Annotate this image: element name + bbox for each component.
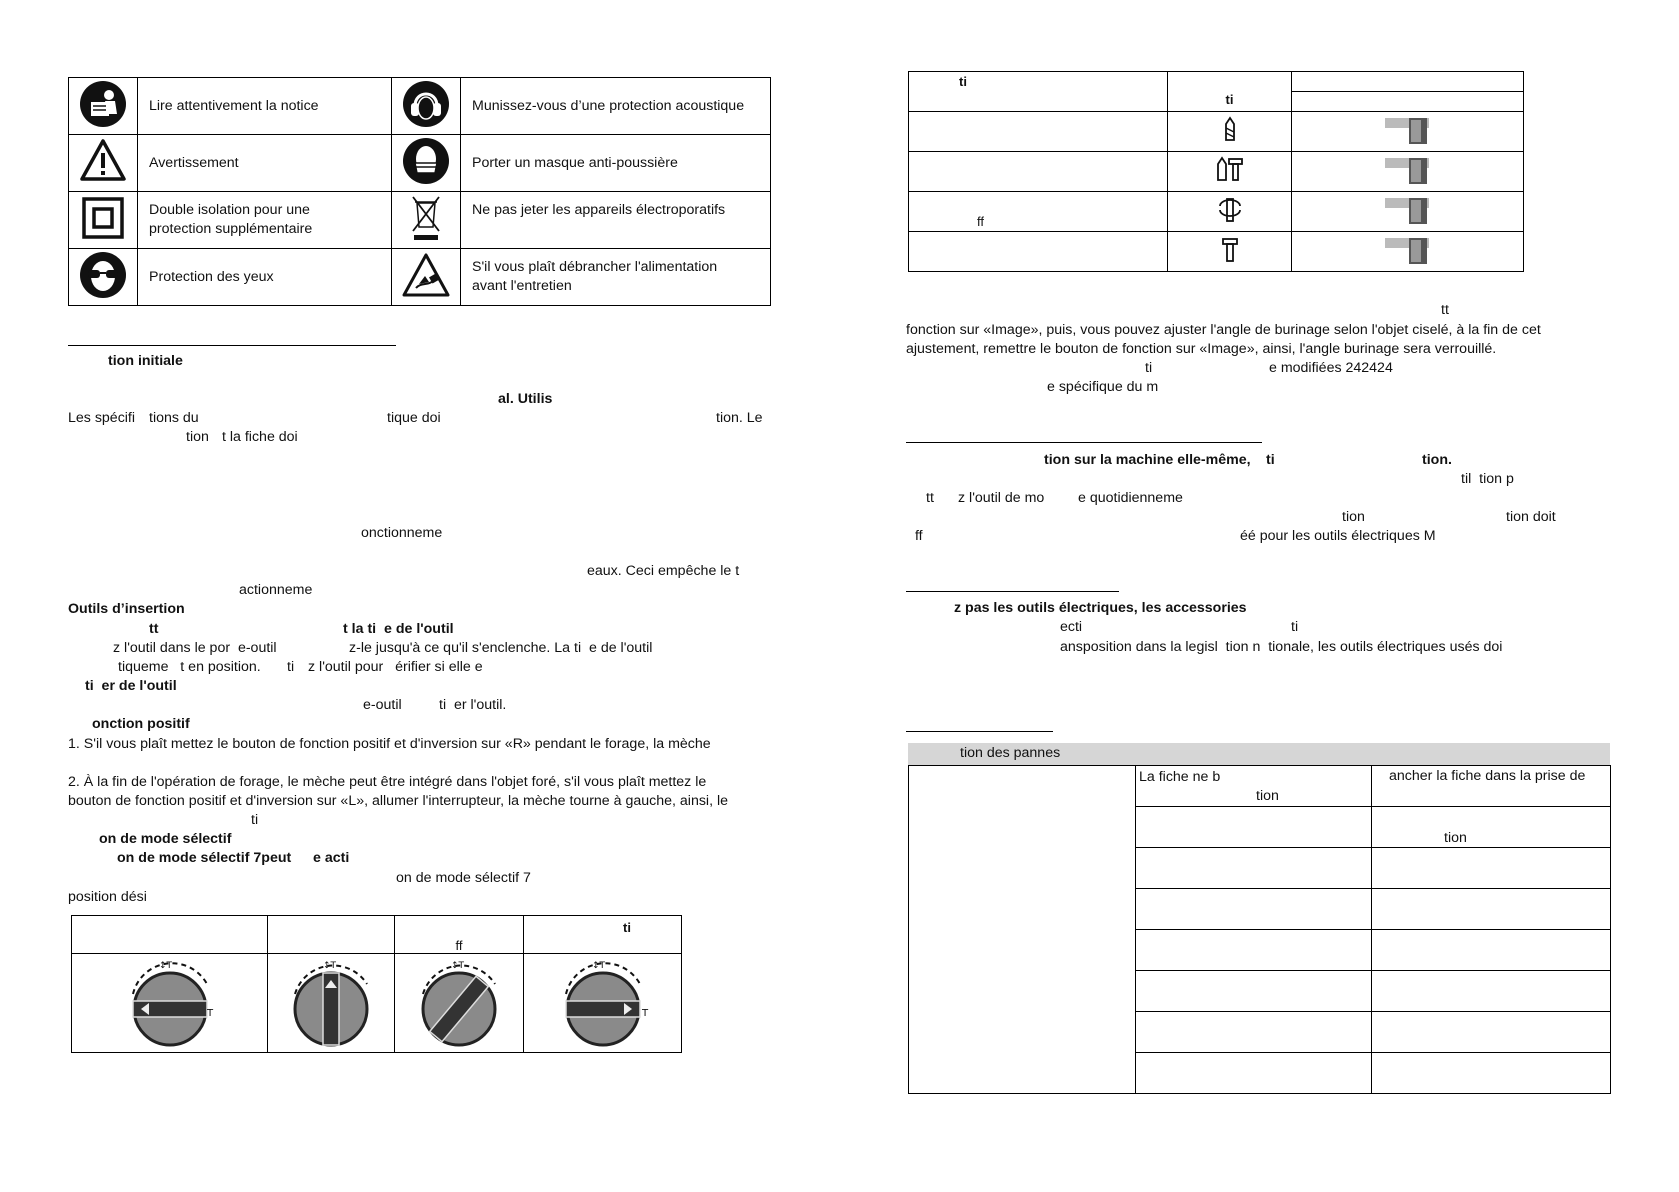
text-fragment: e acti (313, 850, 350, 866)
paragraph-line: bouton de fonction positif et d'inversion sur «L», allumer l'interrupteur, la mèche tourne à gauche, ainsi, le (68, 793, 729, 809)
trouble-cause-cell (1136, 807, 1372, 848)
text-fragment: til tion p (1461, 471, 1514, 487)
text-fragment: ansposition dans la legisl tion n tionale, les outils électriques usés doi (1060, 639, 1503, 655)
text-fragment: ti (287, 659, 295, 675)
trouble-remedy-text: tion (1444, 830, 1467, 846)
section-rule (906, 591, 1119, 592)
trouble-remedy-cell (1372, 971, 1611, 1012)
mode-selector-table (71, 915, 682, 1053)
function-header-label: ti (959, 74, 967, 89)
symbol-cell (69, 249, 138, 306)
trouble-cause-cell (1136, 1053, 1372, 1094)
text-fragment: ti (1266, 452, 1275, 468)
text-fragment: Les spécifi (68, 410, 136, 426)
text-fragment: tion. Le (716, 410, 763, 426)
trouble-remedy-cell (1372, 766, 1611, 807)
troubleshooting-title: tion des pannes (960, 745, 1061, 761)
trouble-symptom-cell (909, 766, 1136, 1094)
tool-image-icon (1383, 195, 1433, 225)
text-fragment: on de mode sélectif 7peut (117, 850, 292, 866)
unplug-warning-icon (401, 252, 451, 298)
text-fragment: al. Utilis (498, 391, 553, 407)
tool-image-icon (1383, 115, 1433, 145)
text-fragment: tt (1441, 302, 1449, 318)
safety-symbols-table (68, 77, 771, 306)
troubleshooting-table (908, 765, 1611, 1094)
tool-image-icon (1383, 235, 1433, 265)
chisel-icon (1221, 236, 1239, 264)
text-fragment: tion. (1422, 452, 1452, 468)
text-fragment: tion sur la machine elle-même, (1044, 452, 1251, 468)
text-fragment: z l'outil de mo (958, 490, 1045, 506)
symbol-cell (392, 135, 461, 192)
trouble-cause-cell (1136, 848, 1372, 889)
mode-header-label: ff (455, 938, 463, 953)
function-label-cell (909, 232, 1168, 272)
ear-protection-icon (402, 80, 450, 128)
function-label: ff (977, 214, 984, 229)
trouble-remedy-cell (1372, 807, 1611, 848)
symbol-label: Lire attentivement la notice (138, 78, 392, 135)
text-fragment: ti (1291, 619, 1299, 635)
symbol-label-line2: protection supplémentaire (149, 221, 313, 237)
function-header-label: ti (1225, 92, 1234, 107)
read-manual-icon (79, 80, 127, 128)
text-fragment: on de mode sélectif 7 (396, 870, 531, 886)
mode-dial-icon (409, 954, 509, 1048)
text-fragment: tiqueme t en position. (118, 659, 261, 675)
section-heading: ti er de l'outil (85, 678, 177, 694)
tool-image-icon (1383, 155, 1433, 185)
text-fragment: t la ti e de l'outil (343, 621, 454, 637)
symbol-cell (69, 192, 138, 249)
trouble-cause-cell (1136, 930, 1372, 971)
hammer-drill-icon (1216, 156, 1244, 184)
text-fragment: e-outil (363, 697, 402, 713)
trouble-remedy-text: ancher la fiche dans la prise de (1389, 768, 1586, 784)
text-fragment: ff (915, 528, 923, 544)
section-heading: Outils d’insertion (68, 601, 185, 617)
drill-bit-icon (1223, 116, 1237, 144)
function-tool-cell (1292, 152, 1524, 192)
trouble-cause-cell (1136, 1012, 1372, 1053)
chisel-rotate-icon (1216, 196, 1244, 224)
text-fragment: ecti (1060, 619, 1083, 635)
section-heading: tion initiale (108, 353, 183, 369)
text-fragment: e spécifique du m (1047, 379, 1159, 395)
symbol-cell (69, 135, 138, 192)
troubleshooting-header-bar (908, 743, 1610, 765)
function-label-cell (909, 112, 1168, 152)
svg-text:↕T: ↕T (323, 961, 337, 971)
section-rule (68, 345, 396, 346)
mode-dial-icon (281, 954, 381, 1048)
symbol-cell (392, 192, 461, 249)
text-fragment: tt (149, 621, 159, 637)
function-label-cell (909, 192, 1168, 232)
trouble-cause-cell (1136, 766, 1372, 807)
text-fragment: eaux. Ceci empêche le t (587, 563, 740, 579)
svg-text:T: T (641, 1008, 648, 1019)
function-header-cell (1292, 92, 1524, 112)
trouble-cause-line: tion (1256, 788, 1279, 804)
no-bin-icon (408, 193, 444, 243)
text-fragment: z l'outil dans le por e-outil (113, 640, 277, 656)
function-symbol-cell (1168, 232, 1292, 272)
symbol-label: Porter un masque anti-poussière (461, 135, 771, 192)
mode-dial-icon (548, 954, 658, 1048)
section-rule (906, 442, 1262, 443)
symbol-cell (392, 249, 461, 306)
section-heading: on de mode sélectif (99, 831, 232, 847)
symbol-label-line2: avant l'entretien (472, 278, 572, 294)
text-fragment: actionneme (239, 582, 313, 598)
warning-icon (79, 137, 127, 185)
text-fragment: ti (1145, 360, 1153, 376)
symbol-label: Ne pas jeter les appareils électroporatifs (461, 192, 771, 249)
mode-dial-cell (72, 954, 268, 1053)
function-tool-cell (1292, 232, 1524, 272)
text-fragment: e modifiées 242424 (1269, 360, 1393, 376)
paragraph-line: 1. S'il vous plaît mettez le bouton de fonction positif et d'inversion sur «R» pendant le forage, la mèche (68, 736, 711, 752)
text-fragment: tion (186, 429, 209, 445)
text-fragment: tion doit (1506, 509, 1556, 525)
section-heading: onction positif (92, 716, 190, 732)
function-header-cell (909, 72, 1168, 112)
trouble-cause-cell (1136, 889, 1372, 930)
function-symbol-cell (1168, 152, 1292, 192)
paragraph-line: ajustement, remettre le bouton de fonction sur «Image», ainsi, l'angle burinage sera verrouillé. (906, 341, 1497, 357)
symbol-label-line1: S'il vous plaît débrancher l'alimentation (472, 259, 718, 275)
symbol-label: Avertissement (138, 135, 392, 192)
dust-mask-icon (402, 137, 450, 185)
symbol-cell (392, 78, 461, 135)
function-tool-cell (1292, 112, 1524, 152)
trouble-remedy-cell (1372, 1012, 1611, 1053)
symbol-label: Munissez-vous d’une protection acoustique (461, 78, 771, 135)
trouble-remedy-cell (1372, 1053, 1611, 1094)
mode-header-label: ti (623, 920, 631, 935)
trouble-remedy-cell (1372, 930, 1611, 971)
mode-header-cell (524, 916, 682, 954)
section-rule (906, 731, 1053, 732)
trouble-cause-line: La fiche ne b (1139, 769, 1221, 785)
text-fragment: position dési (68, 889, 147, 905)
symbol-cell (69, 78, 138, 135)
mode-dial-cell (395, 954, 524, 1053)
function-label-cell (909, 152, 1168, 192)
text-fragment: t la fiche doi (222, 429, 298, 445)
svg-text:T: T (206, 1008, 213, 1019)
section-heading: z pas les outils électriques, les accessories (954, 600, 1247, 616)
svg-text:↕T: ↕T (591, 961, 605, 971)
symbol-label: Protection des yeux (138, 249, 392, 306)
paragraph-line: 2. À la fin de l'opération de forage, le mèche peut être intégré dans l'objet foré, s'il vous plaît mettez le (68, 774, 707, 790)
function-symbol-cell (1168, 192, 1292, 232)
symbol-label (138, 192, 392, 249)
function-header-cell (1168, 72, 1292, 112)
function-table (908, 71, 1524, 272)
trouble-remedy-cell (1372, 889, 1611, 930)
mode-header-cell (72, 916, 268, 954)
symbol-label-line1: Double isolation pour une (149, 202, 310, 218)
mode-header-cell (395, 916, 524, 954)
trouble-remedy-cell (1372, 848, 1611, 889)
text-fragment: e quotidienneme (1078, 490, 1183, 506)
double-insulation-icon (81, 196, 125, 240)
text-fragment: tions du (149, 410, 199, 426)
trouble-cause-cell (1136, 971, 1372, 1012)
eye-protection-icon (79, 251, 127, 299)
text-fragment: onctionneme (361, 525, 443, 541)
svg-text:↕T: ↕T (451, 961, 465, 971)
text-fragment: éé pour les outils électriques M (1240, 528, 1436, 544)
mode-header-cell (268, 916, 395, 954)
text-fragment: tt (926, 490, 934, 506)
svg-text:↕T: ↕T (158, 961, 172, 971)
function-symbol-cell (1168, 112, 1292, 152)
mode-dial-cell (524, 954, 682, 1053)
text-fragment: tique doi (387, 410, 441, 426)
mode-dial-cell (268, 954, 395, 1053)
paragraph-line: fonction sur «Image», puis, vous pouvez ajuster l'angle de burinage selon l'objet ciselé, à la fin de cet (906, 322, 1541, 338)
function-tool-cell (1292, 192, 1524, 232)
text-fragment: ti er l'outil. (439, 697, 507, 713)
text-fragment: z-le jusqu'à ce qu'il s'enclenche. La ti e de l'outil (349, 640, 653, 656)
mode-dial-icon (115, 954, 225, 1048)
text-fragment: z l'outil pour érifier si elle e (308, 659, 483, 675)
symbol-label (461, 249, 771, 306)
function-header-cell (1292, 72, 1524, 92)
text-fragment: ti (251, 812, 259, 828)
text-fragment: tion (1342, 509, 1365, 525)
